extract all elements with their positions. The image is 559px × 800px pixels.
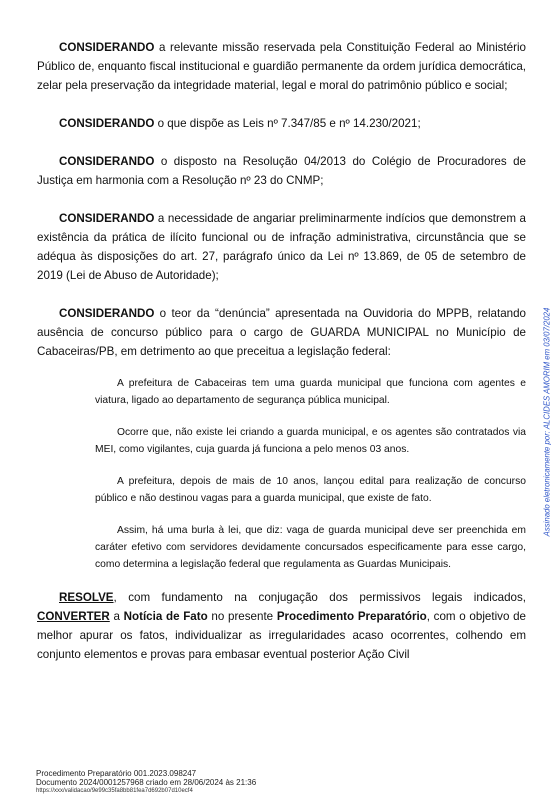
paragraph-text: o teor da “denúncia” apresentada na Ouvidoria do MPPB, relatando ausência de concurso público para o cargo de GUARDA MUNICIPAL no Município de Cabaceiras/PB, em detrimento ao que preceitua a legislação federal: — [37, 307, 526, 358]
quote-paragraph-3: A prefeitura, depois de mais de 10 anos, lançou edital para realização de concurso público e não destinou vagas para a guarda municipal, que existe de fato. — [95, 476, 526, 504]
complaint-quote — [95, 375, 526, 573]
document-body — [37, 38, 526, 683]
quote-paragraph-2: Ocorre que, não existe lei criando a guarda municipal, e os agentes são contratados via MEI, como vigilantes, cuja guarda já funciona a pelo menos 03 anos. — [95, 427, 526, 455]
paragraph-text: o que dispõe as Leis nº 7.347/85 e nº 14.230/2021; — [154, 117, 421, 130]
signature-sidebar — [541, 272, 553, 572]
considerando-label: CONSIDERANDO — [59, 307, 155, 320]
quote-paragraph-1: A prefeitura de Cabaceiras tem uma guarda municipal que funciona com agentes e viatura, ligado ao departamento de segurança pública municipal. — [95, 378, 526, 406]
paragraph-text: o disposto na Resolução 04/2013 do Colégio de Procuradores de Justiça em harmonia com a Resolução nº 23 do CNMP; — [37, 155, 526, 187]
resolve-text-3: no presente — [207, 610, 277, 623]
resolve-text-2: a — [109, 610, 124, 623]
considerando-label: CONSIDERANDO — [59, 41, 155, 54]
converter-label: CONVERTER — [37, 610, 110, 623]
considerando-paragraph-1 — [37, 38, 526, 95]
footer-document-info: Documento 2024/0001257968 criado em 28/06/2024 às 21:36 — [36, 778, 257, 788]
considerando-label: CONSIDERANDO — [59, 117, 155, 130]
signature-text: Assinado eletronicamente por: ALCIDES AMORIM em 03/07/2024 — [542, 307, 552, 537]
considerando-paragraph-4 — [37, 209, 526, 285]
considerando-label: CONSIDERANDO — [59, 212, 155, 225]
resolve-label: RESOLVE — [59, 591, 114, 604]
noticia-de-fato-label: Notícia de Fato — [123, 610, 208, 623]
document-footer — [36, 769, 256, 797]
considerando-label: CONSIDERANDO — [59, 155, 155, 168]
quote-paragraph-4: Assim, há uma burla à lei, que diz: vaga de guarda municipal deve ser preenchida em caráter efetivo com servidores devidamente concursados especificamente para esse cargo, como determina a legislação federal que regulamenta as Guardas Municipais. — [95, 525, 526, 570]
resolve-text-1: , com fundamento na conjugação dos permissivos legais indicados, — [113, 591, 526, 604]
resolve-text-4: , com o objetivo de melhor apurar os fatos, individualizar as irregularidades acaso ocorrentes, colhendo em conjunto elementos e provas para embasar eventual posterior Ação Civil — [37, 610, 526, 661]
considerando-paragraph-2 — [37, 114, 526, 133]
resolve-paragraph — [37, 588, 526, 664]
paragraph-text: a necessidade de angariar preliminarmente indícios que demonstrem a existência da prática de ilícito funcional ou de infração administrativa, circunstância que se adéqua às disposições do art. 27, parágrafo único da Lei nº 13.869, de 05 de setembro de 2019 (Lei de Abuso de Autoridade); — [37, 212, 526, 282]
paragraph-text: a relevante missão reservada pela Constituição Federal ao Ministério Público de, enquanto fiscal institucional e guardião permanente da ordem jurídica democrática, zelar pela preservação da integridade material, legal e moral do patrimônio público e social; — [37, 41, 526, 92]
considerando-paragraph-3 — [37, 152, 526, 190]
footer-procedure-number: Procedimento Preparatório 001.2023.098247 — [36, 769, 197, 778]
footer-validation-link[interactable]: https://xxx/validacao/9e99c35fa8bb81fea7d692b07d10ecf4 — [36, 788, 193, 795]
procedimento-label: Procedimento Preparatório — [276, 610, 427, 623]
considerando-paragraph-5 — [37, 304, 526, 361]
